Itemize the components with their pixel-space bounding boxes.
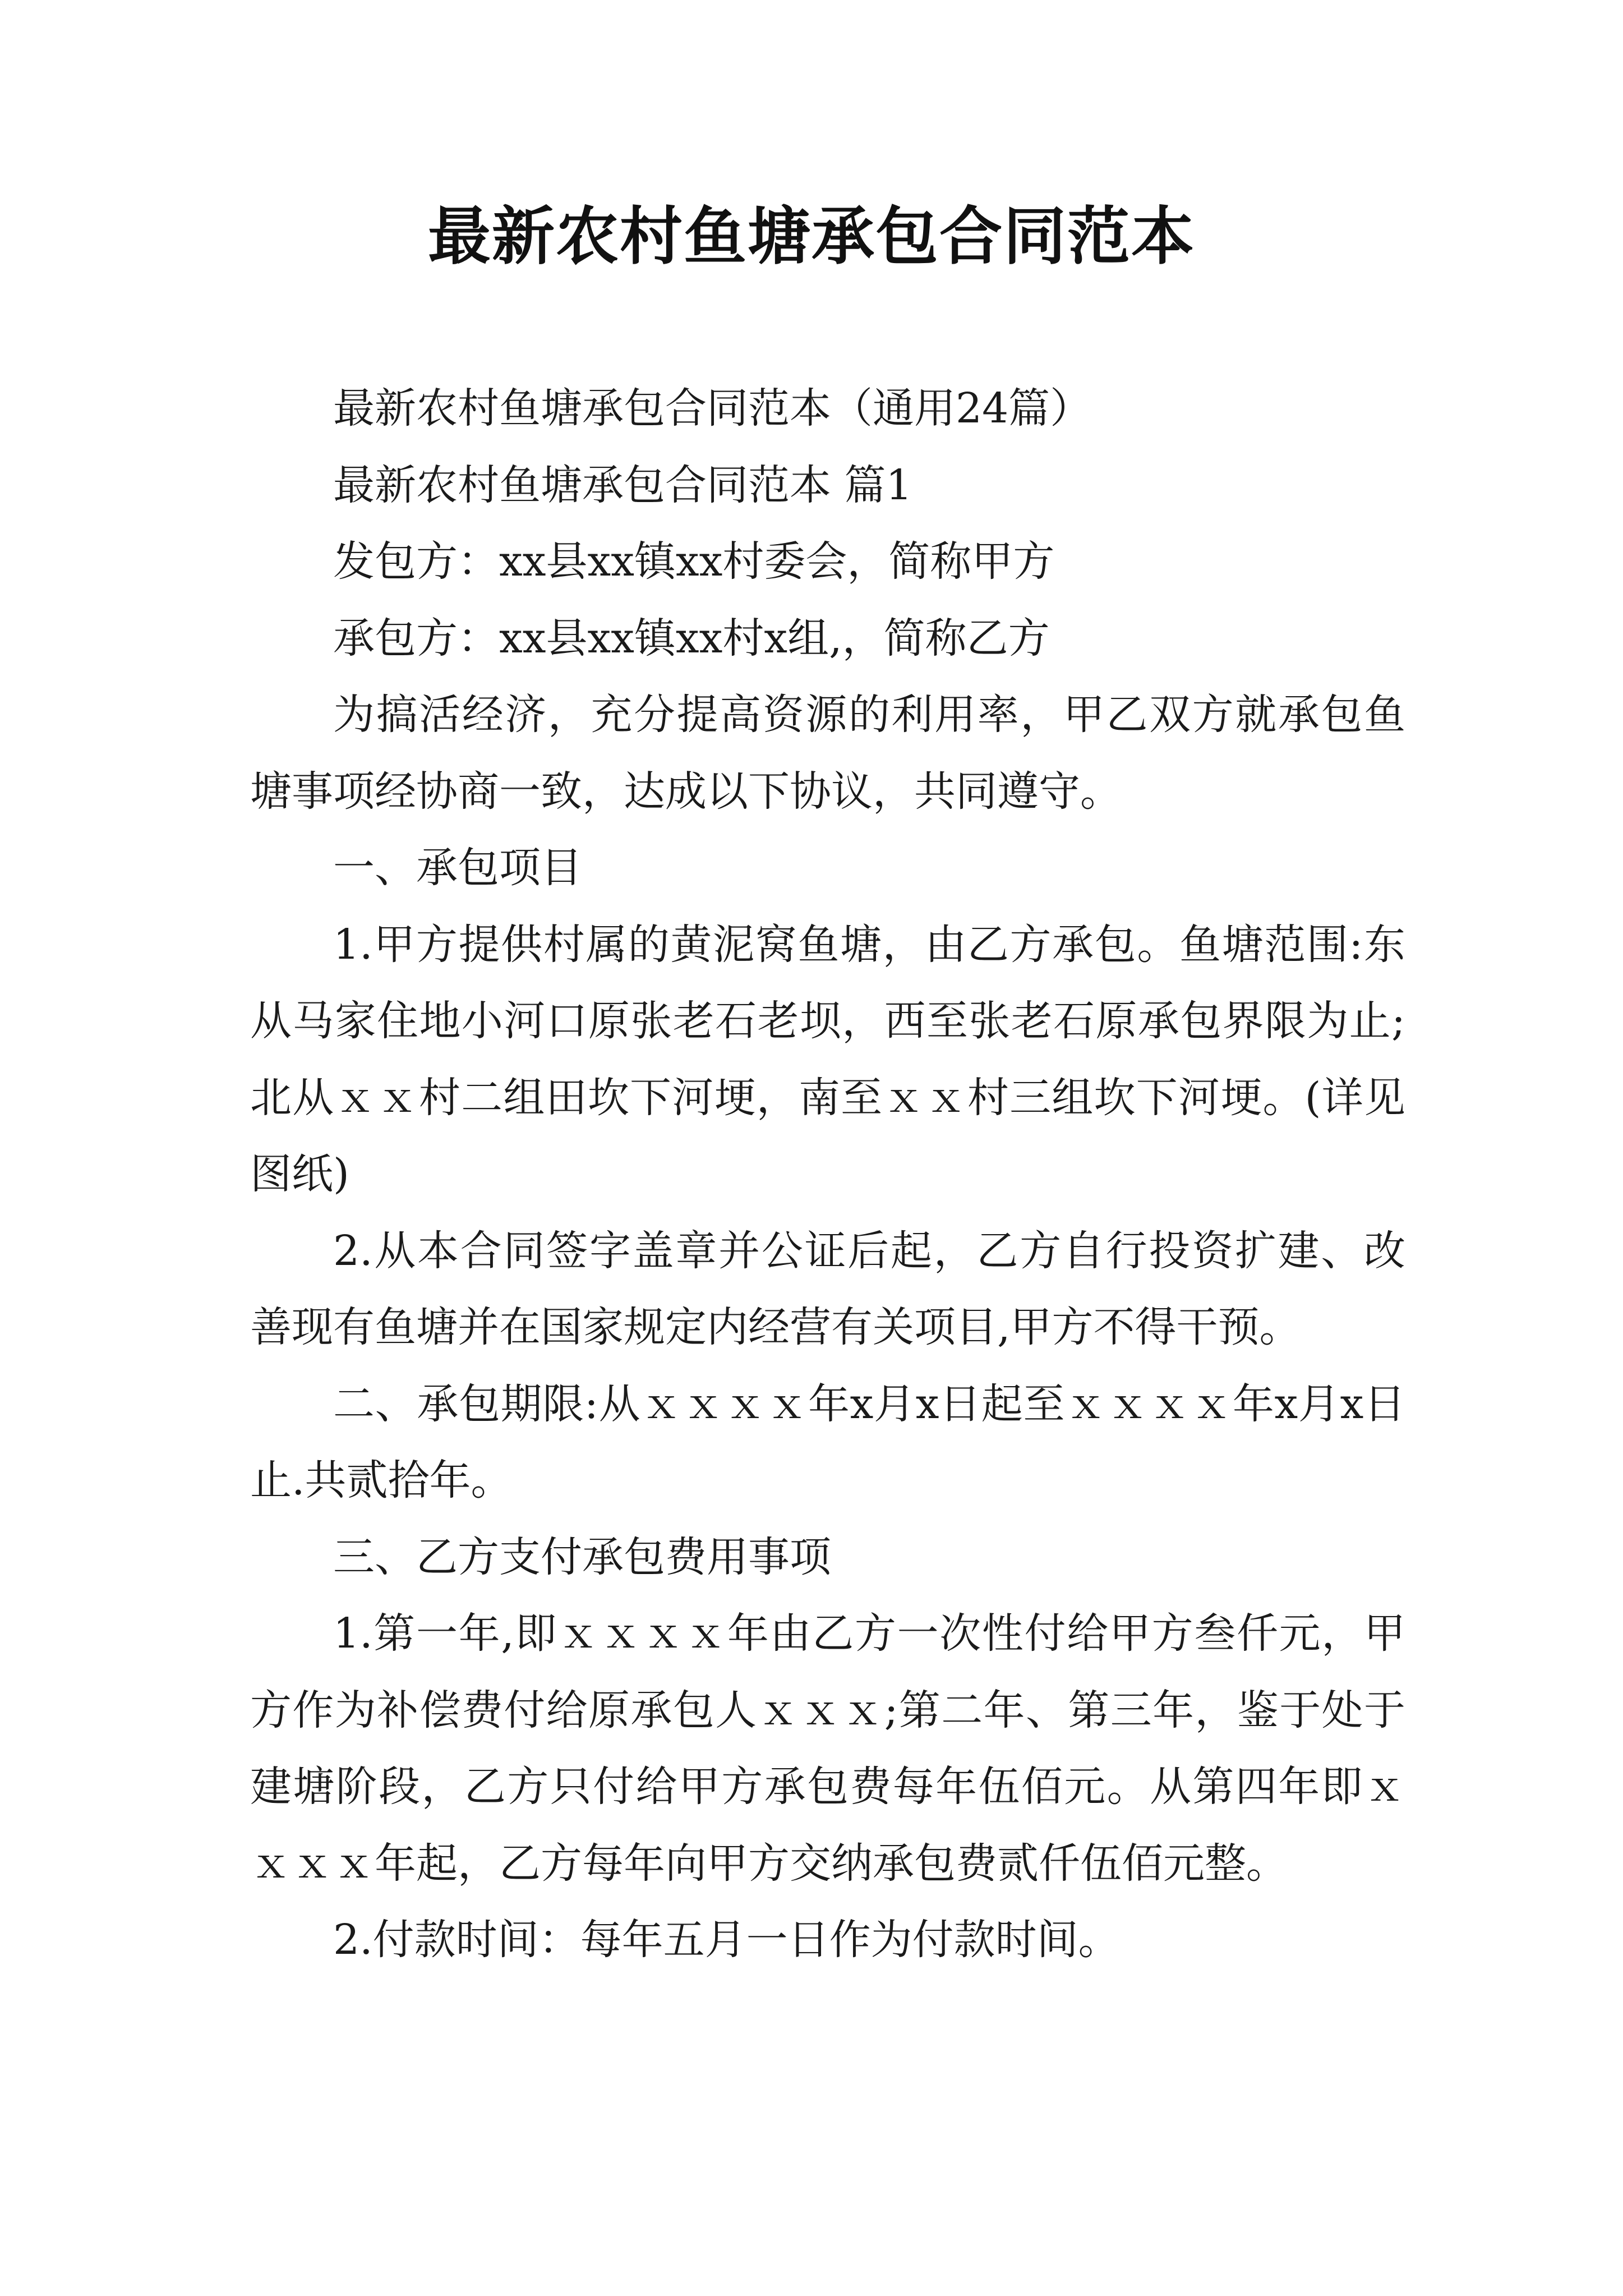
paragraph-clause: 1.第一年,即ｘｘｘｘ年由乙方一次性付给甲方叁仟元，甲方作为补偿费付给原承包人ｘｘｘ;第二年、第三年，鉴于处于建塘阶段，乙方只付给甲方承包费每年伍佰元。从第四年即ｘｘｘｘ年起，乙方每年向甲方交纳承包费贰仟伍佰元整。 xyxy=(250,1609,1405,1888)
paragraph-heading-term: 二、承包期限:从ｘｘｘｘ年x月x日起至ｘｘｘｘ年x月x日止.共贰拾年。 xyxy=(250,1379,1405,1504)
document-title: 最新农村鱼塘承包合同范本 xyxy=(428,200,1195,273)
document-body xyxy=(250,370,1405,1978)
paragraph-preamble: 为搞活经济，充分提高资源的利用率，甲乙双方就承包鱼塘事项经协商一致，达成以下协议，共同遵守。 xyxy=(250,691,1405,816)
paragraph-party-b: 承包方：xx县xx镇xx村x组,，简称乙方 xyxy=(333,614,1050,662)
paragraph-heading-project: 一、承包项目 xyxy=(333,844,582,892)
paragraph-subtitle: 最新农村鱼塘承包合同范本（通用24篇） xyxy=(333,384,1092,432)
paragraph-party-a: 发包方：xx县xx镇xx村委会，简称甲方 xyxy=(333,537,1055,586)
paragraph-clause: 2.从本合同签字盖章并公证后起，乙方自行投资扩建、改善现有鱼塘并在国家规定内经营有关项目,甲方不得干预。 xyxy=(250,1226,1405,1351)
paragraph-heading-payment: 三、乙方支付承包费用事项 xyxy=(333,1533,831,1581)
paragraph-section-heading: 最新农村鱼塘承包合同范本 篇1 xyxy=(333,461,912,509)
paragraph-clause: 1.甲方提供村属的黄泥窝鱼塘，由乙方承包。鱼塘范围:东从马家住地小河口原张老石老坝，西至张老石原承包界限为止;北从ｘｘ村二组田坎下河埂，南至ｘｘ村三组坎下河埂。(详见图纸) xyxy=(250,920,1405,1198)
paragraph-clause: 2.付款时间：每年五月一日作为付款时间。 xyxy=(333,1916,1120,1964)
